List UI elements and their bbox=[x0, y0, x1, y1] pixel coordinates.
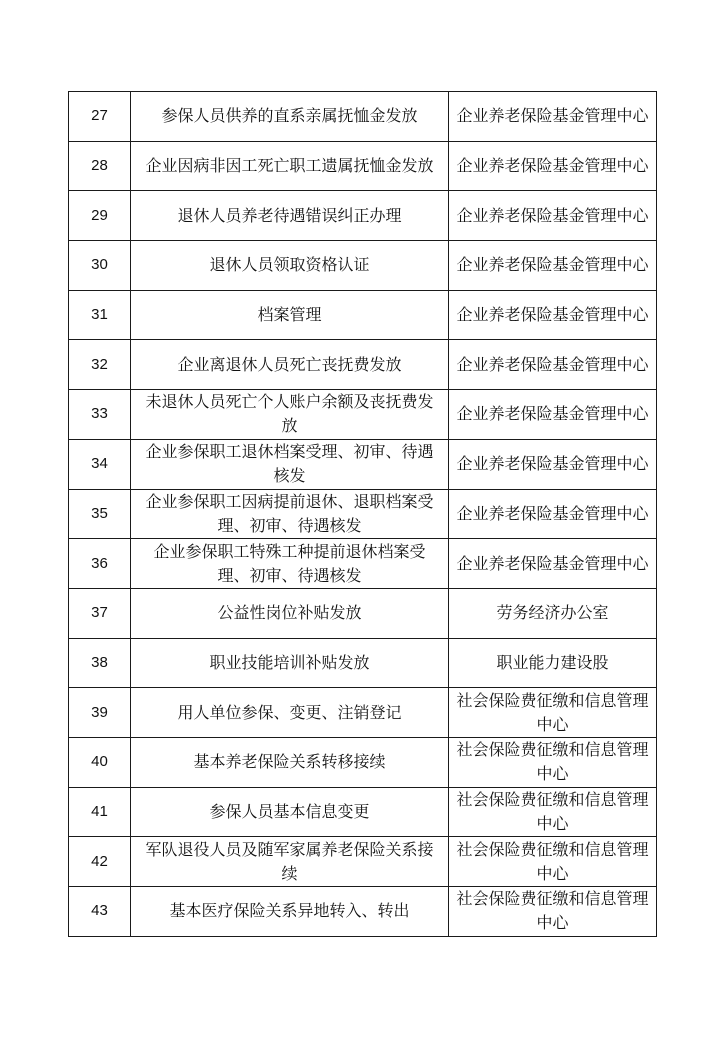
service-item: 参保人员供养的直系亲属抚恤金发放 bbox=[131, 92, 449, 142]
service-items-table bbox=[68, 91, 657, 937]
responsible-department: 企业养老保险基金管理中心 bbox=[449, 290, 657, 340]
service-item: 基本医疗保险关系异地转入、转出 bbox=[131, 887, 449, 937]
table-row bbox=[69, 588, 657, 638]
service-item: 军队退役人员及随军家属养老保险关系接续 bbox=[131, 837, 449, 887]
row-number: 39 bbox=[69, 688, 131, 738]
responsible-department: 企业养老保险基金管理中心 bbox=[449, 489, 657, 539]
responsible-department: 社会保险费征缴和信息管理中心 bbox=[449, 688, 657, 738]
service-item: 企业参保职工退休档案受理、初审、待遇核发 bbox=[131, 439, 449, 489]
table-body bbox=[69, 92, 657, 937]
row-number: 37 bbox=[69, 588, 131, 638]
service-item: 公益性岗位补贴发放 bbox=[131, 588, 449, 638]
table-row bbox=[69, 887, 657, 937]
service-item: 企业离退休人员死亡丧抚费发放 bbox=[131, 340, 449, 390]
responsible-department: 职业能力建设股 bbox=[449, 638, 657, 688]
row-number: 30 bbox=[69, 241, 131, 291]
service-item: 企业因病非因工死亡职工遗属抚恤金发放 bbox=[131, 141, 449, 191]
row-number: 32 bbox=[69, 340, 131, 390]
responsible-department: 社会保险费征缴和信息管理中心 bbox=[449, 887, 657, 937]
service-item: 企业参保职工因病提前退休、退职档案受理、初审、待遇核发 bbox=[131, 489, 449, 539]
table-row bbox=[69, 837, 657, 887]
responsible-department: 企业养老保险基金管理中心 bbox=[449, 141, 657, 191]
responsible-department: 社会保险费征缴和信息管理中心 bbox=[449, 737, 657, 787]
service-item: 用人单位参保、变更、注销登记 bbox=[131, 688, 449, 738]
service-item: 退休人员养老待遇错误纠正办理 bbox=[131, 191, 449, 241]
table-row bbox=[69, 787, 657, 837]
table-row bbox=[69, 737, 657, 787]
row-number: 31 bbox=[69, 290, 131, 340]
service-item: 职业技能培训补贴发放 bbox=[131, 638, 449, 688]
service-item: 参保人员基本信息变更 bbox=[131, 787, 449, 837]
row-number: 42 bbox=[69, 837, 131, 887]
table-row bbox=[69, 439, 657, 489]
responsible-department: 企业养老保险基金管理中心 bbox=[449, 539, 657, 589]
responsible-department: 企业养老保险基金管理中心 bbox=[449, 439, 657, 489]
service-item: 基本养老保险关系转移接续 bbox=[131, 737, 449, 787]
table-row bbox=[69, 489, 657, 539]
table-row bbox=[69, 241, 657, 291]
row-number: 35 bbox=[69, 489, 131, 539]
responsible-department: 企业养老保险基金管理中心 bbox=[449, 191, 657, 241]
service-item: 退休人员领取资格认证 bbox=[131, 241, 449, 291]
table-row bbox=[69, 92, 657, 142]
row-number: 36 bbox=[69, 539, 131, 589]
table-row bbox=[69, 340, 657, 390]
table-row bbox=[69, 688, 657, 738]
row-number: 40 bbox=[69, 737, 131, 787]
row-number: 34 bbox=[69, 439, 131, 489]
row-number: 27 bbox=[69, 92, 131, 142]
responsible-department: 社会保险费征缴和信息管理中心 bbox=[449, 787, 657, 837]
table-row bbox=[69, 390, 657, 440]
row-number: 38 bbox=[69, 638, 131, 688]
row-number: 41 bbox=[69, 787, 131, 837]
table-row bbox=[69, 191, 657, 241]
service-item: 未退休人员死亡个人账户余额及丧抚费发放 bbox=[131, 390, 449, 440]
table-row bbox=[69, 290, 657, 340]
table-row bbox=[69, 141, 657, 191]
responsible-department: 社会保险费征缴和信息管理中心 bbox=[449, 837, 657, 887]
responsible-department: 企业养老保险基金管理中心 bbox=[449, 241, 657, 291]
row-number: 29 bbox=[69, 191, 131, 241]
responsible-department: 劳务经济办公室 bbox=[449, 588, 657, 638]
service-item: 档案管理 bbox=[131, 290, 449, 340]
row-number: 33 bbox=[69, 390, 131, 440]
responsible-department: 企业养老保险基金管理中心 bbox=[449, 92, 657, 142]
row-number: 43 bbox=[69, 887, 131, 937]
service-item: 企业参保职工特殊工种提前退休档案受理、初审、待遇核发 bbox=[131, 539, 449, 589]
responsible-department: 企业养老保险基金管理中心 bbox=[449, 390, 657, 440]
table-row bbox=[69, 539, 657, 589]
table-row bbox=[69, 638, 657, 688]
row-number: 28 bbox=[69, 141, 131, 191]
responsible-department: 企业养老保险基金管理中心 bbox=[449, 340, 657, 390]
